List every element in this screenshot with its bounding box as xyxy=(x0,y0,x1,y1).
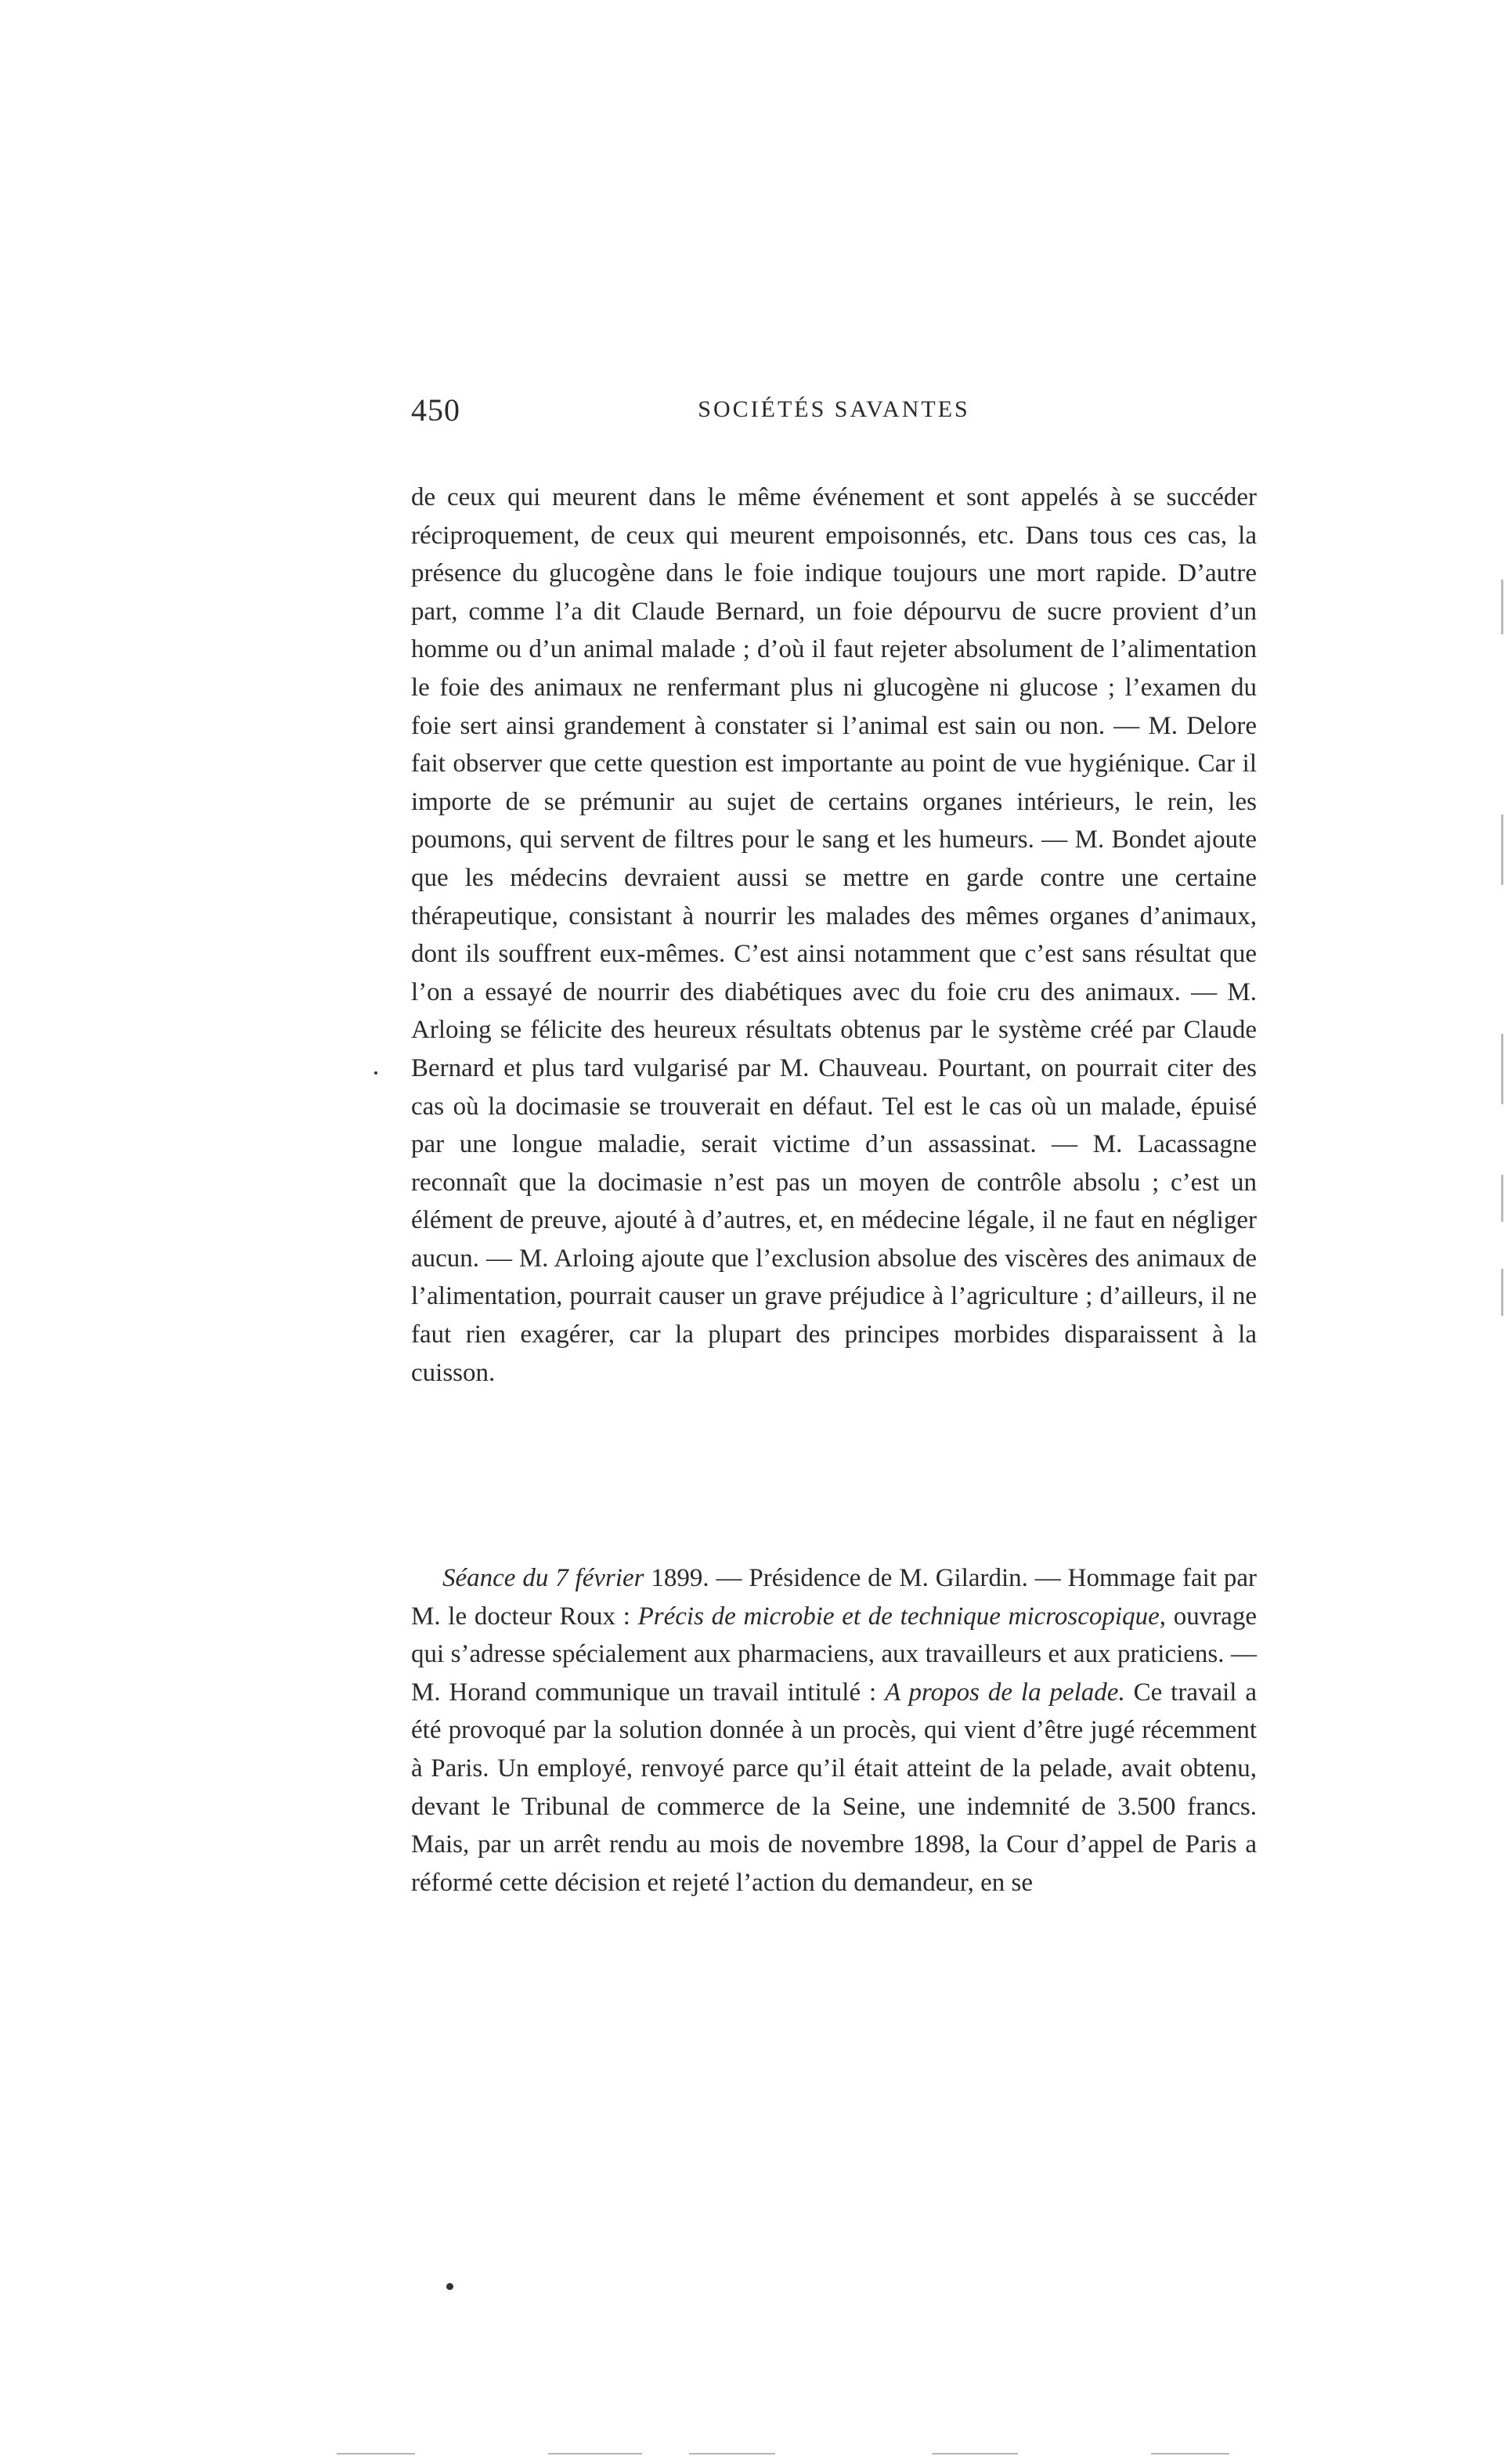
scan-mark-right xyxy=(1501,580,1503,634)
page-bottom-rule xyxy=(689,2453,775,2455)
paragraph-2-rest: Ce travail a été provoqué par la solution donnée à un procès, qui vient d’être jugé récemment à Paris. Un employé, renvoyé parce qu’il était atteint de la pelade, avait obtenu, devant le Tribunal de commerce de la Seine, une indemnité de 3.500 francs. Mais, par un arrêt rendu au mois de novembre 1898, la Cour d’appel de Paris a réformé cette décision et rejeté l’action du demandeur, en se xyxy=(411,1678,1257,1897)
running-head xyxy=(411,392,1257,439)
scan-mark-right xyxy=(1501,1034,1503,1104)
scan-mark-right xyxy=(1501,1269,1503,1316)
ink-speck xyxy=(446,2283,453,2290)
page-number: 450 xyxy=(411,392,460,428)
seance-text: 1899. — Présidence de M. Gilardin. — Hommage fait par M. le docteur Roux : xyxy=(411,1564,1257,1631)
book-title: Précis de microbie et de technique microscopique xyxy=(637,1602,1160,1631)
page-bottom-rule xyxy=(932,2453,1018,2455)
work-title: A propos de la pelade. xyxy=(885,1678,1125,1707)
page-bottom-rule xyxy=(1151,2453,1229,2455)
page-bottom-rule xyxy=(337,2453,415,2455)
body-paragraph-1: de ceux qui meurent dans le même événement et sont appelés à se succéder réciproquement, de ceux qui meurent empoisonnés, etc. Dans tous ces cas, la présence du glucogène dans le foie indique toujours une mort rapide. D’autre part, comme l’a dit Claude Bernard, un foie dépourvu de sucre provient d’un homme ou d’un animal malade ; d’où il faut rejeter absolument de l’alimentation le foie des animaux ne renfermant plus ni glucogène ni glucose ; l’examen du foie sert ainsi grandement à constater si l’animal est sain ou non. — M. Delore fait observer que cette question est importante au point de vue hygiénique. Car il importe de se prémunir au sujet de certains organes intérieurs, le rein, les poumons, qui servent de filtres pour le sang et les humeurs. — M. Bondet ajoute que les médecins devraient aussi se mettre en garde contre une certaine thérapeutique, consistant à nourrir les malades des mêmes organes d’animaux, dont ils souffrent eux-mêmes. C’est ainsi notamment que c’est sans résultat que l’on a essayé de nourrir des diabétiques avec du foie cru des animaux. — M. Arloing se félicite des heureux résultats obtenus par le système créé par Claude Bernard et plus tard vulgarisé par M. Chauveau. Pourtant, on pourrait citer des cas où la docimasie se trouverait en défaut. Tel est le cas où un malade, épuisé par une longue maladie, serait victime d’un assassinat. — M. Lacassagne reconnaît que la docimasie n’est pas un moyen de contrôle absolu ; c’est un élément de preuve, ajouté à d’autres, et, en médecine légale, il ne faut en négliger aucun. — M. Arloing ajoute que l’exclusion absolue des viscères des animaux de l’alimentation, pourrait causer un grave préjudice à l’agriculture ; d’ailleurs, il ne faut rien exagérer, car la plupart des principes morbides disparaissent à la cuisson. xyxy=(411,483,1257,1387)
page-bottom-rule xyxy=(548,2453,642,2455)
running-title: SOCIÉTÉS SAVANTES xyxy=(698,396,970,422)
scan-mark-right xyxy=(1501,1175,1503,1222)
body-paragraph-2 xyxy=(411,1559,1257,1902)
seance-date-label: Séance du 7 février xyxy=(442,1564,644,1592)
ink-speck xyxy=(374,1071,377,1075)
book-description: , ouvrage qui s’adresse spécialement aux pharmaciens, aux travailleurs et aux praticiens. — M. Horand communique un travail intitulé : xyxy=(411,1602,1257,1707)
scan-mark-right xyxy=(1501,815,1503,885)
